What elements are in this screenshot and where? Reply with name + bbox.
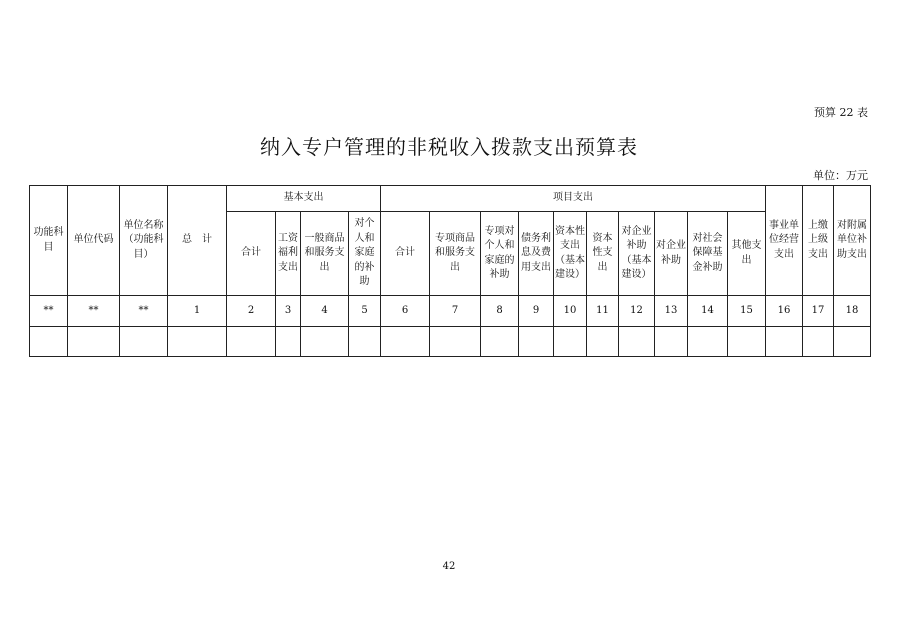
data-cell — [587, 327, 619, 357]
data-cell — [834, 327, 871, 357]
code-cell: 9 — [519, 296, 554, 327]
data-cell — [728, 327, 766, 357]
unit-label: 单位：万元 — [813, 169, 868, 182]
page-number: 42 — [442, 561, 456, 572]
data-cell — [619, 327, 655, 357]
code-cell: 8 — [481, 296, 519, 327]
header-business-expense: 事业单位经营支出 — [766, 186, 803, 296]
header-proj-enterprise-base: 对企业补助（基本建设） — [619, 212, 655, 296]
header-basic-personal: 对个人和家庭的补助 — [349, 212, 381, 296]
code-cell: 15 — [728, 296, 766, 327]
header-superior-payment: 上缴上级支出 — [803, 186, 834, 296]
budget-table — [29, 185, 871, 357]
data-cell — [68, 327, 120, 357]
header-proj-personal: 专项对个人和家庭的补助 — [481, 212, 519, 296]
code-cell: 3 — [276, 296, 301, 327]
header-unit-code: 单位代码 — [68, 186, 120, 296]
data-cell — [120, 327, 168, 357]
header-proj-debt: 债务利息及费用支出 — [519, 212, 554, 296]
code-cell: 16 — [766, 296, 803, 327]
code-row — [30, 296, 871, 327]
header-proj-social: 对社会保障基金补助 — [688, 212, 728, 296]
code-cell: ** — [68, 296, 120, 327]
code-cell: 18 — [834, 296, 871, 327]
data-cell — [481, 327, 519, 357]
data-cell — [381, 327, 430, 357]
data-cell — [227, 327, 276, 357]
header-basic-goods: 一般商品和服务支出 — [301, 212, 349, 296]
code-cell: ** — [30, 296, 68, 327]
data-cell — [276, 327, 301, 357]
code-cell: 6 — [381, 296, 430, 327]
code-cell: 12 — [619, 296, 655, 327]
header-total: 总 计 — [168, 186, 227, 296]
code-cell: 5 — [349, 296, 381, 327]
data-cell — [30, 327, 68, 357]
header-func-subject: 功能科目 — [30, 186, 68, 296]
data-cell — [803, 327, 834, 357]
header-affiliated-subsidy: 对附属单位补助支出 — [834, 186, 871, 296]
data-cell — [519, 327, 554, 357]
header-proj-other: 其他支出 — [728, 212, 766, 296]
empty-data-row — [30, 327, 871, 357]
code-cell: 17 — [803, 296, 834, 327]
data-cell — [554, 327, 587, 357]
header-basic-expenditure: 基本支出 — [227, 186, 381, 212]
data-cell — [655, 327, 688, 357]
code-cell: 7 — [430, 296, 481, 327]
code-cell: 11 — [587, 296, 619, 327]
header-unit-name: 单位名称（功能科目） — [120, 186, 168, 296]
header-row-1 — [30, 186, 871, 212]
header-proj-enterprise: 对企业补助 — [655, 212, 688, 296]
data-cell — [766, 327, 803, 357]
data-cell — [349, 327, 381, 357]
data-cell — [430, 327, 481, 357]
code-cell: 4 — [301, 296, 349, 327]
data-cell — [168, 327, 227, 357]
code-cell: 2 — [227, 296, 276, 327]
code-cell: 13 — [655, 296, 688, 327]
code-cell: 1 — [168, 296, 227, 327]
code-cell: ** — [120, 296, 168, 327]
data-cell — [688, 327, 728, 357]
data-cell — [301, 327, 349, 357]
header-proj-capital-base: 资本性支出（基本建设） — [554, 212, 587, 296]
header-project-expenditure: 项目支出 — [381, 186, 766, 212]
page-title: 纳入专户管理的非税收入拨款支出预算表 — [260, 135, 638, 159]
header-basic-wage: 工资福利支出 — [276, 212, 301, 296]
header-proj-subtotal: 合计 — [381, 212, 430, 296]
code-cell: 14 — [688, 296, 728, 327]
header-basic-subtotal: 合计 — [227, 212, 276, 296]
code-cell: 10 — [554, 296, 587, 327]
header-proj-capital: 资本性支出 — [587, 212, 619, 296]
header-proj-goods: 专项商品和服务支出 — [430, 212, 481, 296]
form-code: 预算 22 表 — [814, 106, 868, 119]
